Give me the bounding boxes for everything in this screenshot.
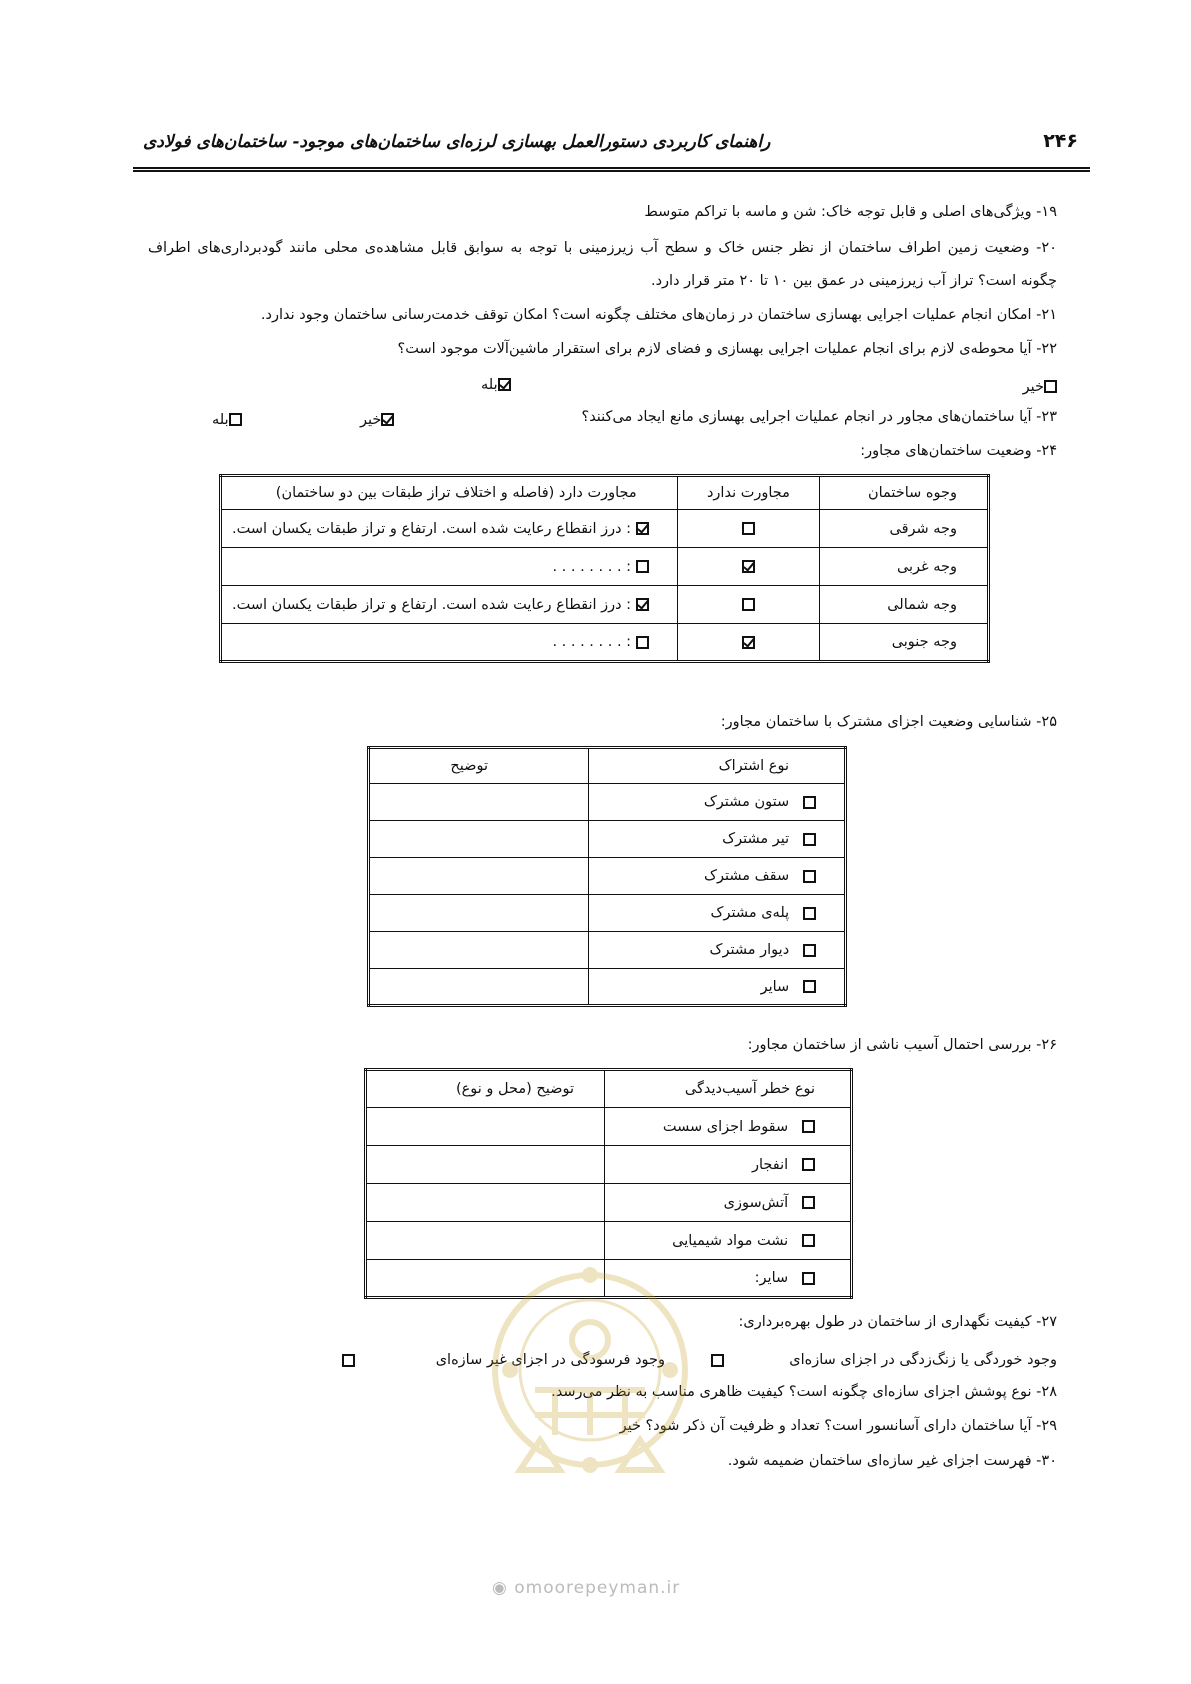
table-row [366,1146,852,1184]
table-row [369,784,846,821]
column-header: توضیح [369,748,589,784]
face-label: وجه جنوبی [820,624,989,662]
item-23: ۲۳- آیا ساختمان‌های مجاور در انجام عملیات اجرایی بهسازی مانع ایجاد می‌کنند؟ [581,409,1057,425]
column-header: وجوه ساختمان [820,476,989,510]
header-title: راهنمای کاربردی دستورالعمل بهسازی لرزه‌ای ساختمان‌های موجود- ساختمان‌های فولادی [143,132,771,152]
description-cell[interactable] [369,821,589,858]
share-type-label: تیر مشترک [722,831,790,847]
item-19: ۱۹- ویژگی‌های اصلی و قابل توجه خاک: شن و ماسه با تراکم متوسط [644,204,1057,220]
checkbox-icon[interactable] [636,560,649,573]
column-header: نوع خطر آسیب‌دیدگی [605,1070,852,1108]
column-header: نوع اشتراک [589,748,846,784]
checkbox-icon[interactable] [342,1350,355,1369]
option-23-yes-label: بله [212,412,229,428]
item-20-line2: چگونه است؟ تراز آب زیرزمینی در عمق بین ۱۰ تا ۲۰ متر قرار دارد. [650,273,1057,289]
share-type-cell [589,895,846,932]
footer-site: omoorepeyman.ir [514,1578,681,1598]
item-25: ۲۵- شناسایی وضعیت اجزای مشترک با ساختمان مجاور: [720,714,1057,730]
no-adjacency-cell [677,548,820,586]
description-cell[interactable] [366,1108,605,1146]
item-26: ۲۶- بررسی احتمال آسیب ناشی از ساختمان مجاور: [747,1037,1057,1053]
risk-type-cell [605,1108,852,1146]
option-22-no[interactable] [1023,376,1057,395]
page-header [133,128,1090,172]
shared-components-table [367,746,847,1007]
option-22-yes[interactable] [481,374,511,393]
risk-type-label: نشت مواد شیمیایی [672,1232,789,1249]
adjacency-description: : . . . . . . . . [552,558,632,575]
checkbox-checked-icon[interactable] [742,636,755,649]
share-type-cell [589,932,846,969]
share-type-label: پله‌ی مشترک [710,905,790,921]
checkbox-icon[interactable] [636,636,649,649]
checkbox-icon[interactable] [711,1350,724,1369]
share-type-label: دیوار مشترک [709,942,790,958]
table-row [221,510,989,548]
table-row [221,624,989,662]
description-cell[interactable] [366,1146,605,1184]
table-row [369,969,846,1006]
checkbox-icon[interactable] [342,1354,355,1367]
table-header-row [366,1070,852,1108]
table-row [369,821,846,858]
table-row [369,932,846,969]
item-24: ۲۴- وضعیت ساختمان‌های مجاور: [860,443,1057,459]
share-type-cell [589,969,846,1006]
column-header: مجاورت ندارد [677,476,820,510]
checkbox-icon[interactable] [803,833,816,846]
risk-type-label: سایر: [754,1270,789,1286]
item-22: ۲۲- آیا محوطه‌ی لازم برای انجام عملیات اجرایی بهسازی و فضای لازم برای استقرار ماشین‌آلات موجود است؟ [397,341,1057,357]
checkbox-icon[interactable] [802,1272,815,1285]
risk-type-label: سقوط اجزای سست [662,1118,789,1135]
share-type-cell [589,784,846,821]
checkbox-checked-icon[interactable] [498,378,511,391]
checkbox-icon[interactable] [711,1354,724,1367]
item-30: ۳۰- فهرست اجزای غیر سازه‌ای ساختمان ضمیمه شود. [727,1453,1057,1469]
risk-type-label: آتش‌سوزی [723,1194,789,1211]
table-row [221,586,989,624]
option-23-yes[interactable] [212,409,242,428]
adjacency-description: : درز انقطاع رعایت شده است. ارتفاع و تراز طبقات یکسان است. [232,596,632,613]
checkbox-icon[interactable] [803,870,816,883]
option-27-corrosion[interactable] [789,1349,1057,1368]
share-type-cell [589,821,846,858]
share-type-label: سقف مشترک [704,868,790,884]
item-27: ۲۷- کیفیت نگهداری از ساختمان در طول بهره‌برداری: [738,1314,1057,1330]
description-cell[interactable] [369,858,589,895]
item-29: ۲۹- آیا ساختمان دارای آسانسور است؟ تعداد و ظرفیت آن ذکر شود؟ خیر [619,1418,1057,1434]
checkbox-checked-icon[interactable] [742,560,755,573]
table-row [369,895,846,932]
checkbox-icon[interactable] [802,1158,815,1171]
no-adjacency-cell [677,624,820,662]
adjacency-description: : . . . . . . . . [552,634,632,650]
table-header-row [369,748,846,784]
option-22-yes-label: بله [481,377,498,393]
description-cell[interactable] [369,784,589,821]
table-row [221,548,989,586]
face-label: وجه غربی [820,548,989,586]
adjacency-cell [221,548,678,586]
adjacency-description: : درز انقطاع رعایت شده است. ارتفاع و تراز طبقات یکسان است. [232,520,632,537]
item-20-line1: ۲۰- وضعیت زمین اطراف ساختمان از نظر جنس خاک و سطح آب زیرزمینی با توجه به سوابق قابل مشاهده‌ی محلی مانند گودبرداری‌های اطراف [148,240,1057,256]
adjacency-cell [221,586,678,624]
share-type-label: سایر [760,978,790,995]
option-22-no-label: خیر [1022,379,1044,395]
option-23-no-label: خیر [360,412,382,428]
risk-type-label: انفجار [751,1156,789,1173]
footer-site-label: ◉ omoorepeyman.ir [492,1578,681,1598]
checkbox-icon[interactable] [803,980,816,993]
page-number: ۲۴۶ [1043,130,1078,152]
checkbox-icon[interactable] [803,944,816,957]
risk-type-cell [605,1146,852,1184]
option-23-no[interactable] [360,409,394,428]
description-cell[interactable] [366,1184,605,1222]
checkbox-icon[interactable] [802,1120,815,1133]
checkbox-icon[interactable] [802,1196,815,1209]
item-21: ۲۱- امکان انجام عملیات اجرایی بهسازی ساختمان در زمان‌های مختلف چگونه است؟ امکان توقف خدمت‌رسانی ساختمان وجود ندارد. [260,307,1057,323]
checkbox-icon[interactable] [803,796,816,809]
table-row [369,858,846,895]
item-28: ۲۸- نوع پوشش اجزای سازه‌ای چگونه است؟ کیفیت ظاهری مناسب به نظر می‌رسد. [551,1384,1057,1400]
column-header: توضیح (محل و نوع) [366,1070,605,1108]
description-cell[interactable] [369,969,589,1006]
share-type-label: ستون مشترک [703,794,790,810]
checkbox-icon[interactable] [742,522,755,535]
option-27-deterioration-label: وجود فرسودگی در اجزای غیر سازه‌ای [435,1352,665,1368]
checkbox-checked-icon[interactable] [636,522,649,535]
no-adjacency-cell [677,510,820,548]
share-type-cell [589,858,846,895]
adjacency-cell [221,624,678,662]
watermark-logo-icon [480,1240,700,1550]
checkbox-icon[interactable] [742,598,755,611]
face-label: وجه شرقی [820,510,989,548]
no-adjacency-cell [677,586,820,624]
face-label: وجه شمالی [820,586,989,624]
checkbox-icon[interactable] [1044,380,1057,393]
checkbox-icon[interactable] [803,907,816,920]
column-header: مجاورت دارد (فاصله و اختلاف تراز طبقات بین دو ساختمان) [221,476,678,510]
checkbox-icon[interactable] [802,1234,815,1247]
risk-type-cell [605,1184,852,1222]
table-row [366,1184,852,1222]
adjacency-cell [221,510,678,548]
description-cell[interactable] [369,932,589,969]
checkbox-icon[interactable] [229,413,242,426]
checkbox-checked-icon[interactable] [636,598,649,611]
description-cell[interactable] [369,895,589,932]
adjacent-buildings-table [219,474,990,663]
checkbox-checked-icon[interactable] [381,413,394,426]
table-header-row [221,476,989,510]
option-27-corrosion-label: وجود خوردگی یا زنگ‌زدگی در اجزای سازه‌ای [789,1352,1057,1368]
table-row [366,1108,852,1146]
